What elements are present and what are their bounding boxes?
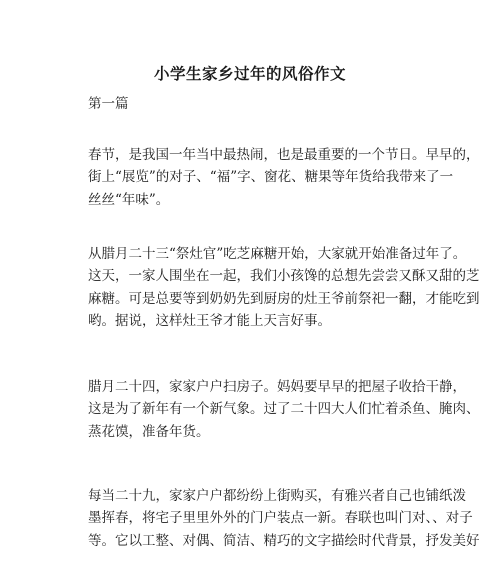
paragraph-2 bbox=[88, 243, 480, 333]
paragraph-line: 春节，是我国一年当中最热闹，也是最重要的一个节日。早早的， bbox=[88, 147, 480, 163]
paragraph-line: 从腊月二十三“祭灶官”吃芝麻糖开始，大家就开始准备过年了。 bbox=[88, 246, 467, 262]
paragraph-line: 这是为了新年有一个新气象。过了二十四大人们忙着杀鱼、腌肉、 bbox=[88, 401, 480, 418]
paragraph-line: 等。它以工整、对偶、简洁、精巧的文字描绘时代背景，抒发美好 bbox=[88, 532, 480, 549]
paragraph-line: 每当二十九，家家户户都纷纷上街购买，有雅兴者自己也铺纸泼 bbox=[88, 488, 466, 504]
paragraph-line: 丝丝“年味”。 bbox=[88, 191, 170, 208]
paragraph-line: 墨挥春，将宅子里里外外的门户装点一新。春联也叫门对、、对子 bbox=[88, 510, 473, 527]
paragraph-line: 街上“展览”的对子、“福”字、窗花、糖果等年货给我带来了一 bbox=[88, 169, 454, 186]
paragraph-3 bbox=[88, 376, 480, 443]
paragraph-line: 蒸花馍，准备年货。 bbox=[88, 423, 210, 440]
paragraph-line: 这天，一家人围坐在一起，我们小孩馋的总想先尝尝又酥又甜的芝 bbox=[88, 268, 480, 285]
document-title: 小学生家乡过年的风俗作文 bbox=[153, 64, 346, 83]
paragraph-line: 麻糖。可是总要等到奶奶先到厨房的灶王爷前祭祀一翻，才能吃到 bbox=[88, 290, 480, 307]
section-heading: 第一篇 bbox=[88, 96, 129, 112]
paragraph-1 bbox=[88, 144, 480, 211]
paragraph-line: 哟。据说，这样灶王爷才能上天言好事。 bbox=[88, 313, 331, 330]
paragraph-line: 腊月二十四，家家户户扫房子。妈妈要早早的把屋子收拾干静， bbox=[88, 379, 466, 395]
paragraph-4 bbox=[88, 485, 480, 552]
